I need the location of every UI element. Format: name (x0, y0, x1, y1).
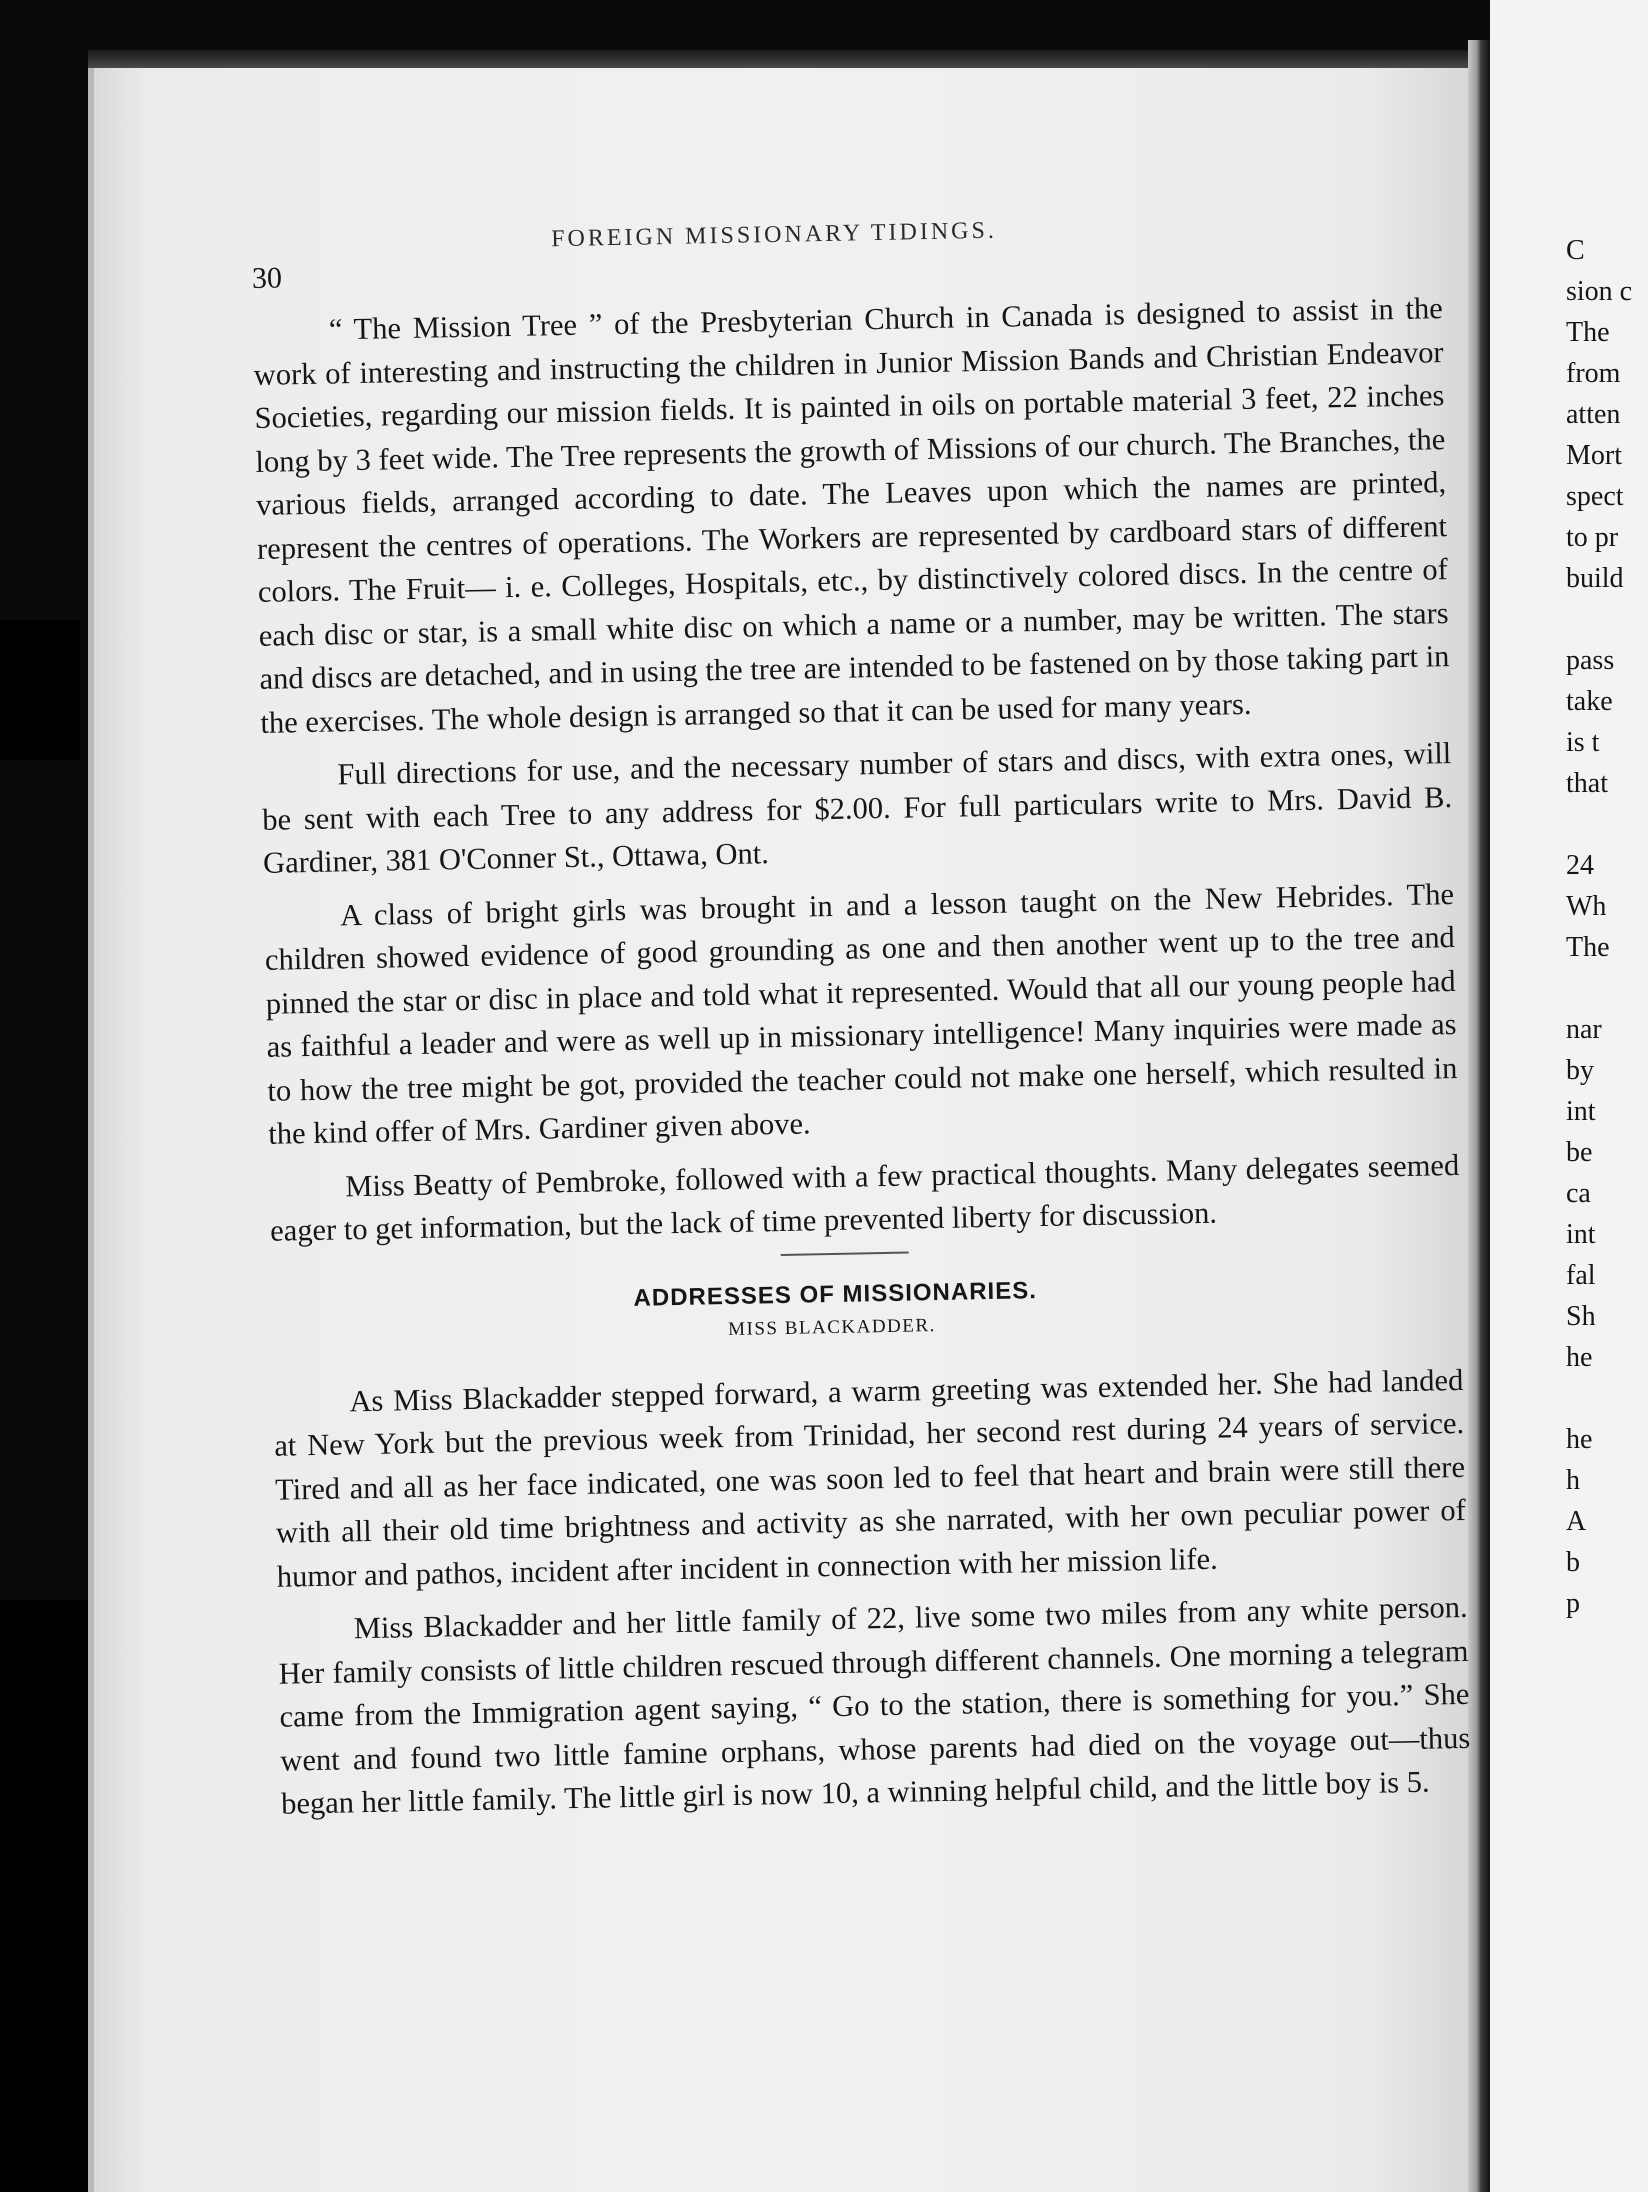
section-subheading: MISS BLACKADDER. (727, 1314, 937, 1340)
right-page-fragment: The (1566, 317, 1610, 348)
right-page-fragment: C (1566, 235, 1585, 266)
right-page-fragment: The (1566, 932, 1610, 963)
page-number: 30 (251, 261, 283, 295)
right-page-fragment: A (1566, 1506, 1587, 1537)
right-page-fragment: sion c (1566, 276, 1633, 307)
scan-edge-artifact (0, 620, 80, 760)
right-page-fragment: int (1566, 1096, 1596, 1127)
paragraph: Miss Blackadder and her little family of 22, live some two miles from any white person. Her family consists of little children rescued through different channels. One morning a telegram came from the Immigration agent saying, “ Go to the station, there is something for you.” She went and found two little famine orphans, whose parents had died on the voyage out—thus began her little family. The little girl is now 10, a winning helpful child, and the little boy is 5. (278, 1589, 1471, 1821)
paragraph: A class of bright girls was brought in and a lesson taught on the New Hebrides. The children showed evidence of good grounding as one and then another went up to the tree and pinned the star or disc in place and told what it represented. Would that all our young people had as faithful a leader and were as well up in missionary intelligence! Many inquiries were made as to how the tree might be got, provided the teacher could not make one herself, which resulted in the kind offer of Mrs. Gardiner given above. (264, 876, 1458, 1151)
right-page-fragment: b (1566, 1547, 1580, 1578)
right-page-fragment: to pr (1566, 522, 1619, 553)
right-page-fragment: he (1566, 1342, 1593, 1373)
right-page-fragment: Wh (1566, 891, 1607, 922)
right-page-fragment: that (1566, 768, 1608, 799)
paragraph: Full directions for use, and the necessary number of stars and discs, with extra ones, will be sent with each Tree to any address for $2.00. For full particulars write to Mrs. David B. Gardiner, 381 O'Conner St., Ottawa, Ont. (261, 736, 1453, 880)
right-page-fragment: Mort (1566, 440, 1622, 471)
scan-edge-artifact (0, 1600, 92, 2192)
article-body (252, 287, 1471, 1836)
right-page-fragment (1566, 968, 1648, 1009)
right-page-fragment: fal (1566, 1260, 1596, 1291)
section-divider (781, 1251, 909, 1255)
right-page-fragment (1566, 599, 1648, 640)
right-page-fragment: is t (1566, 727, 1600, 758)
right-page-fragment: be (1566, 1137, 1593, 1168)
right-page-fragment: Sh (1566, 1301, 1596, 1332)
right-page-fragment: ca (1566, 1178, 1591, 1209)
right-page-text-fragments (1566, 230, 1648, 1624)
right-page-fragment: p (1566, 1588, 1580, 1619)
right-page-fragment: h (1566, 1465, 1580, 1496)
section-heading: ADDRESSES OF MISSIONARIES. (633, 1276, 1038, 1312)
right-page-fragment: from (1566, 358, 1621, 389)
right-page-fragment (1566, 1378, 1648, 1419)
right-page-fragment: 24 (1566, 850, 1594, 881)
right-page-fragment: he (1566, 1424, 1593, 1455)
right-page-fragment: by (1566, 1055, 1594, 1086)
right-page-fragment: take (1566, 686, 1613, 717)
paragraph: As Miss Blackadder stepped forward, a warm greeting was extended her. She had landed at New York but the previous week from Trinidad, her second rest during 24 years of service. Tired and all as her face indicated, one was soon led to feel that heart and brain were still there with all their old time brightness and activity as she narrated, with her own peculiar power of humor and pathos, incident after incident in connection with her mission life. (273, 1362, 1467, 1594)
right-page-fragment: pass (1566, 645, 1615, 676)
book-binding-gutter (1468, 40, 1490, 2192)
right-page-fragment: nar (1566, 1014, 1602, 1045)
paragraph: Miss Beatty of Pembroke, followed with a few practical thoughts. Many delegates seemed eager to get information, but the lack of time prevented liberty for discussion. (269, 1147, 1460, 1248)
right-page-fragment: int (1566, 1219, 1596, 1250)
right-page-fragment: build (1566, 563, 1624, 594)
right-page-fragment: spect (1566, 481, 1624, 512)
right-page-fragment: atten (1566, 399, 1621, 430)
running-title: FOREIGN MISSIONARY TIDINGS. (550, 217, 998, 253)
right-page-fragment (1566, 804, 1648, 845)
paragraph: “ The Mission Tree ” of the Presbyterian Church in Canada is designed to assist in the work of interesting and instructing the children in Junior Mission Bands and Christian Endeavor Societies, regarding our mission fields. It is painted in oils on portable material 3 feet, 22 inches long by 3 feet wide. The Tree represents the growth of Missions of our church. The Branches, the various fields, arranged according to date. The Leaves upon which the names are printed, represent the centres of operations. The Workers are represented by cardboard stars of different colors. The Fruit— i. e. Colleges, Hospitals, etc., by distinctively colored discs. In the centre of each disc or star, is a small white disc on which a name or a number, may be written. The stars and discs are detached, and in using the tree are intended to be fastened on by those taking part in the exercises. The whole design is arranged so that it can be used for many years. (253, 291, 1450, 740)
